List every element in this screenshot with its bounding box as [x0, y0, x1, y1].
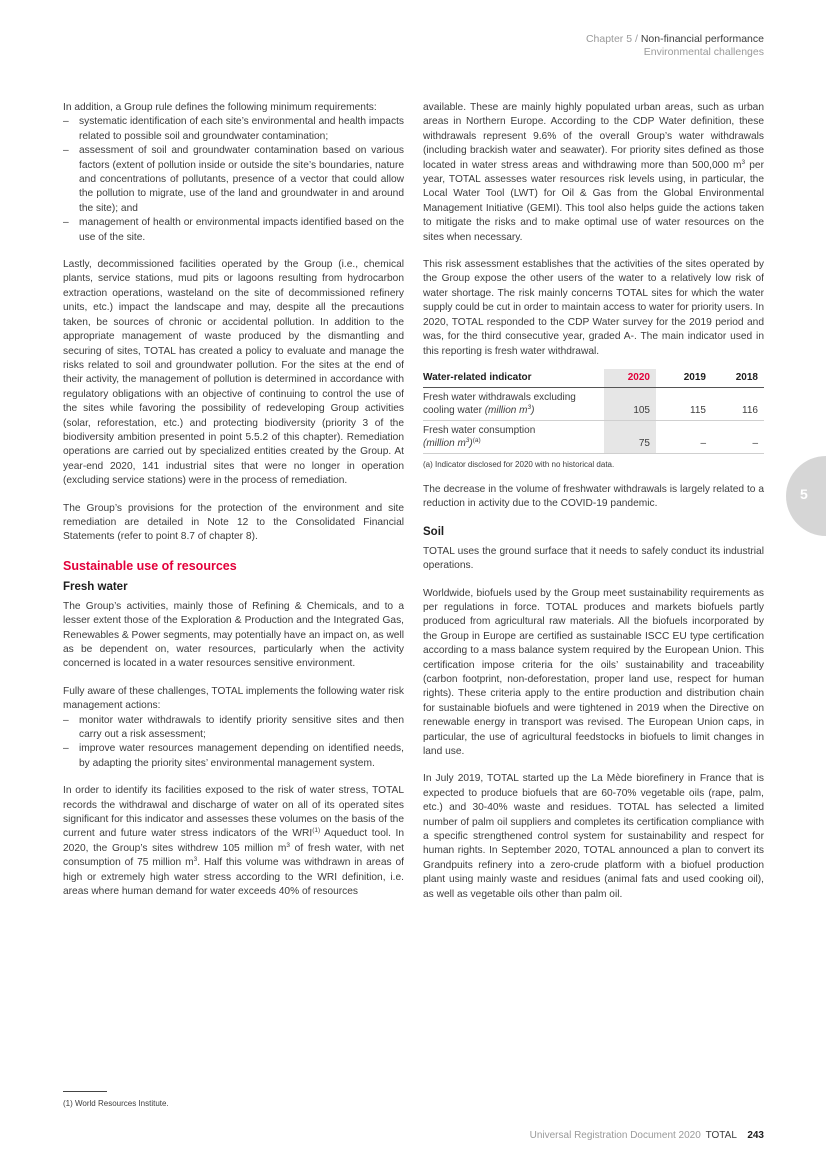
- soil-paragraph: TOTAL uses the ground surface that it needs to safely conduct its industrial operations.: [423, 545, 764, 572]
- provisions-paragraph: The Group’s provisions for the protection of the environment and site remediation are detailed in Note 12 to the Consolidated Financial Statements (refer to point 8.7 of chapter 8).: [63, 502, 404, 543]
- column-header: 2019: [656, 369, 712, 388]
- footer-document: Universal Registration Document 2020: [529, 1130, 701, 1141]
- column-header: Water-related indicator: [423, 369, 604, 388]
- list-item: – assessment of soil and groundwater contamination based on various factors (extent of pollution inside or outside the site’s boundaries, nature and concentrations of pollutants, presence of a vector that could allow the pollution to migrate, use of the land and groundwater in and around the site); and: [63, 144, 404, 216]
- fresh-water-title: Fresh water: [63, 580, 128, 593]
- activities-paragraph: The Group’s activities, mainly those of Refining & Chemicals, and to a lesser extent those of the Exploration & Production and the Integrated Gas, Renewables & Power segments, may potentially have an impact on, as well as be dependent on, water resources, particularly when the activity concerned is located in a water resources sensitive environment.: [63, 600, 404, 670]
- decrease-paragraph: The decrease in the volume of freshwater withdrawals is largely related to a reduction in activity due to the COVID-19 pandemic.: [423, 483, 764, 510]
- row-label: Fresh water consumption (million $m^3)^{(a)}$: [423, 420, 604, 453]
- cell-2019: 115: [656, 387, 712, 420]
- cell-2019: –: [656, 420, 712, 453]
- column-header: 2018: [712, 369, 764, 388]
- list-item: – monitor water withdrawals to identify priority sensitive sites and then carry out a risk assessment;: [63, 714, 404, 743]
- row-label: Fresh water withdrawals excluding cooling water (million $m^3$): [423, 387, 604, 420]
- cell-2018: 116: [712, 387, 764, 420]
- footer-brand: TOTAL: [705, 1130, 737, 1141]
- risk-paragraph: This risk assessment establishes that the activities of the sites operated by the Group expose the other users of the water to a relatively low risk of water shortage. The risk mainly concerns TOTAL sites for which the water supply could be cut in order to maintain access to water for priority users. In 2020, TOTAL responded to the CDP Water survey for the 2019 period and was, for the third consecutive year, graded A-. The main indicator used in this reporting is fresh water withdrawal.: [423, 259, 764, 357]
- table-header-row: [423, 369, 764, 388]
- header-chapter-line: Chapter 5 / Non-financial performance: [585, 33, 764, 45]
- decommissioned-paragraph: Lastly, decommissioned facilities operated by the Group (i.e., chemical plants, service stations, mud pits or lagoons resulting from hydrocarbon extraction operations, wasteland on the site of decommissioned refinery units, etc.) impact the landscape and may, despite all the precautions taken, be sources of chronic or accidental pollution. In addition to the appropriate management of waste produced by the dismantling and securing of sites, TOTAL has created a policy to evaluate and manage the risks related to soil and groundwater pollution. For the sites at the end of their activity, the management of pollution is determined in accordance with regulatory obligations with an objective of continuing to control the use of the sites while favoring the possibility of redeveloping Group activities (solar, reforestation, etc.) and protecting biodiversity (priority 3 of the biodiversity ambition presented in point 5.5.2 of this chapter). Remediation operations are carried out by specialized entities created by the Group. At year-end 2020, 141 industrial sites that were no longer in operation (excluding service stations) were in the process of remediation.: [63, 259, 404, 487]
- soil-title: Soil: [423, 525, 445, 538]
- biofuels-paragraph: Worldwide, biofuels used by the Group meet sustainability requirements as per regulations in force. TOTAL produces and markets biofuels partly produced from agricultural raw materials. All the biofuels incorporated by the Group in Europe are certified as sustainable ISCC EU type certification according to a mass balance system required by the European Union. This certification impose criteria for the oils’ sustainability and traceability (carbon footprint, non-deforestation, proper land use, respect for human rights). These criteria apply to the entire production and distribution chain for sustainable biofuels and were tightened in 2019 when the Directive on renewable energy in transport was revised. The European Union caps, in particular, the use of agricultural feedstocks in biofuels to limit changes in land use.: [423, 587, 764, 757]
- la-mede-paragraph: In July 2019, TOTAL started up the La Mède biorefinery in France that is expected to produce biofuels that are 60-70% vegetable oils (rape, palm, etc.) and 30-40% waste and residues. TOTAL has selected a limited number of palm oil suppliers and completes its certification compliance with a specific strengthened control system for sustainability and respect for human rights. In September 2020, TOTAL announced a plan to convert its Grandpuits refinery into a zero-crude platform with a biofuel production plant using mainly waste and residues (animal fats and used cooking oil), as well as vegetable oils other than palm oil.: [423, 773, 764, 900]
- page-header: [586, 33, 764, 59]
- list-item: – systematic identification of each site’s environmental and health impacts related to possible soil and groundwater contamination;: [63, 115, 404, 144]
- left-column: [63, 101, 404, 900]
- header-section: Non-financial performance: [640, 33, 764, 45]
- table-row: [423, 420, 764, 453]
- chapter-tab[interactable]: [786, 456, 826, 536]
- column-header: 2020: [604, 369, 656, 388]
- continued-paragraph: available. These are mainly highly populated urban areas, such as urban areas in Northern Europe. According to the CDP Water definition, these withdrawals represent 9.6% of the overall Group’s water withdrawals (including brackish water and seawater). For priority sites defined as those located in water stress areas and withdrawing more than 500,000 $m^3$ per year, TOTAL assesses water resources risk levels using, in particular, the Local Water Tool (LWT) for Oil & Gas from the Global Environmental Management Initiative (GEMI). This tool also helps guide the actions taken to mitigate the risks and to make optimal use of water resources on the sites when necessary.: [423, 102, 764, 243]
- section-title: Sustainable use of resources: [63, 558, 237, 573]
- chapter-tab-number: 5: [800, 486, 808, 502]
- table-note: (a) Indicator disclosed for 2020 with no historical data.: [423, 459, 615, 469]
- cell-2020: 75: [604, 420, 656, 453]
- footnote-ref: (1): [312, 827, 321, 835]
- water-indicator-table: [423, 369, 764, 454]
- page-footer: [530, 1129, 764, 1142]
- footnote-divider: [63, 1091, 107, 1092]
- list-item: – improve water resources management depending on identified needs, by adapting the priority sites’ environmental management system.: [63, 742, 404, 771]
- table-row: [423, 387, 764, 420]
- aware-paragraph: Fully aware of these challenges, TOTAL implements the following water risk management actions:: [63, 685, 404, 712]
- header-subsection: Environmental challenges: [643, 46, 764, 58]
- list-item: – management of health or environmental impacts identified based on the use of the site.: [63, 216, 404, 245]
- requirements-intro: In addition, a Group rule defines the following minimum requirements:: [63, 102, 377, 113]
- actions-list: [63, 714, 404, 772]
- cell-2020: 105: [604, 387, 656, 420]
- page-number: 243: [747, 1130, 764, 1141]
- right-column: [423, 101, 764, 902]
- header-chapter: Chapter 5: [585, 33, 633, 45]
- cell-2018: –: [712, 420, 764, 453]
- requirements-list: [63, 115, 404, 245]
- footnote: (1) World Resources Institute.: [63, 1099, 169, 1108]
- water-stress-paragraph: In order to identify its facilities exposed to the risk of water stress, TOTAL records the withdrawal and discharge of water on all of its operated sites significant for this indicator and assesses these volumes on the basis of the current and future water stress indicators of the WRI$^{(1)}$ Aqueduct tool. In 2020, the Group’s sites withdrew 105 million $m^3$ of fresh water, with net consumption of 75 million $m^3$. Half this volume was withdrawn in areas of high or extremely high water stress according to the WRI definition, i.e. areas where human demand for water exceeds 40% of resources: [63, 785, 405, 898]
